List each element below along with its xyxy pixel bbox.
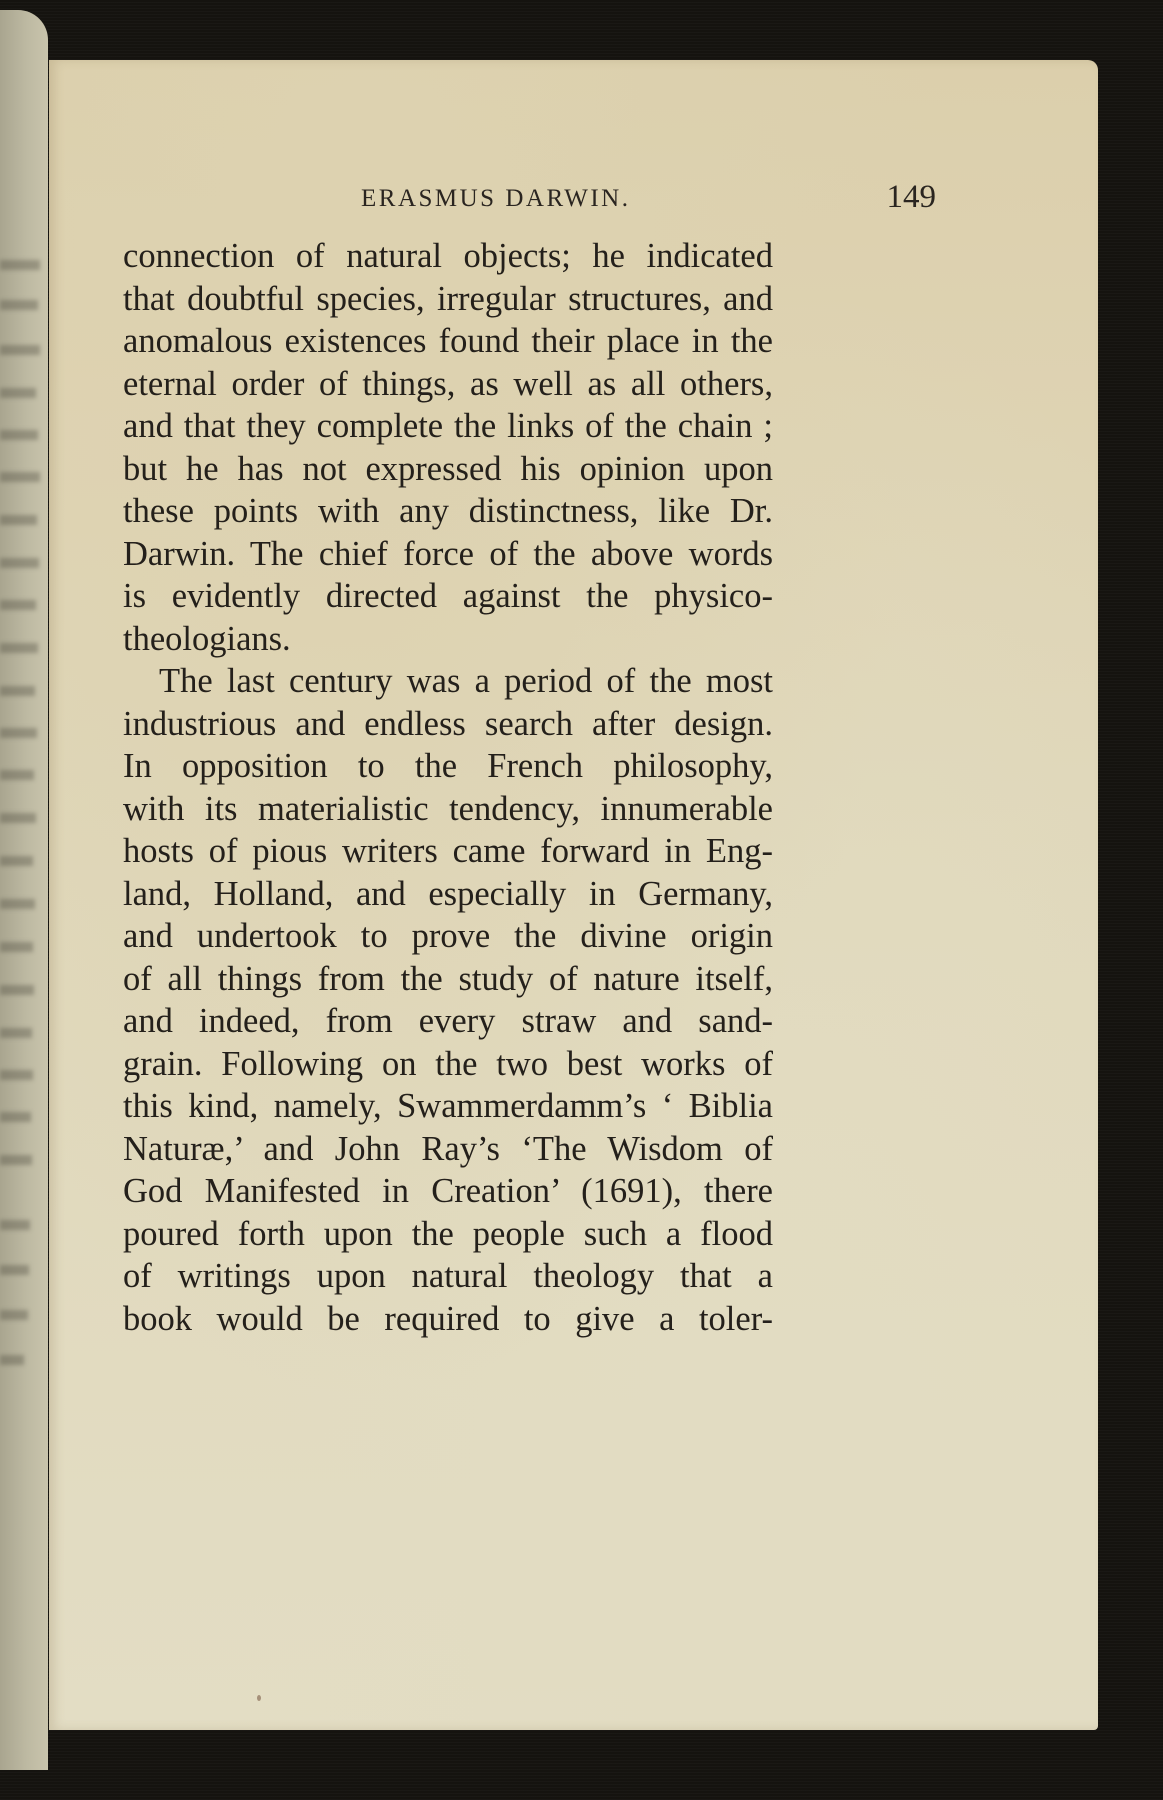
ghost-text-line [0,899,35,909]
text-line: connection of natural objects; he indicated [123,237,773,275]
ghost-text-line [0,1310,28,1320]
ghost-text-line [0,472,40,482]
ghost-text-line [0,558,39,568]
text-line: hosts of pious writers came forward in Eng- [123,832,773,870]
text-line: of all things from the study of nature itself, [123,959,773,998]
ghost-text-line [0,1155,32,1165]
text-line: grain. Following on the two best works of [123,1044,773,1083]
text-line: and that they complete the links of the chain ; [123,407,773,445]
text-line: this kind, namely, Swammerdamm’s ‘ Biblia [123,1087,773,1125]
ghost-text-line [0,770,34,780]
ghost-text-line [0,1070,33,1080]
text-line: with its materialistic tendency, innumerable [123,789,773,828]
text-line: land, Holland, and especially in Germany, [123,874,773,913]
text-line: poured forth upon the people such a flood [123,1214,773,1253]
text-line: anomalous existences found their place in the [123,322,773,360]
ghost-text-line [0,1028,32,1038]
ghost-text-line [0,1112,31,1122]
text-line: these points with any distinctness, like Dr. [123,492,773,530]
ghost-text-line [0,388,36,398]
running-head [49,179,1098,225]
text-line: Darwin. The chief force of the above words [123,534,773,573]
ghost-text-line [0,300,38,310]
text-line: book would be required to give a toler- [123,1299,773,1338]
text-line: but he has not expressed his opinion upon [123,449,773,488]
ghost-text-line [0,345,40,355]
text-line: is evidently directed against the physico- [123,577,773,615]
facing-page-edge [0,10,48,1770]
text-line: theologians. [123,619,291,658]
text-line: God Manifested in Creation’ (1691), there [123,1172,773,1210]
paragraph-2 [123,660,773,1340]
page-number: 149 [886,179,936,215]
body-text [123,235,773,1340]
ghost-text-line [0,260,40,270]
ghost-text-line [0,1265,29,1275]
ghost-text-line [0,430,38,440]
ghost-text-line [0,1355,24,1365]
ghost-text-line [0,856,33,866]
text-line: that doubtful species, irregular structures, and [123,279,773,318]
ghost-text-line [0,686,35,696]
ghost-text-line [0,813,36,823]
text-line: The last century was a period of the most [159,662,773,700]
paragraph-1 [123,235,773,660]
text-line: and indeed, from every straw and sand- [123,1002,773,1040]
ghost-text-line [0,515,37,525]
ghost-text-line [0,985,34,995]
running-title: ERASMUS DARWIN. [361,185,631,212]
text-line: and undertook to prove the divine origin [123,917,773,955]
ghost-text-line [0,942,33,952]
text-line: eternal order of things, as well as all others, [123,364,773,403]
text-line: of writings upon natural theology that a [123,1257,773,1295]
ghost-text-line [0,1220,30,1230]
ghost-text-line [0,643,38,653]
book-page [49,60,1098,1730]
ghost-text-line [0,600,36,610]
ghost-text-line [0,728,37,738]
text-line: industrious and endless search after design. [123,704,773,743]
paper-speck [257,1695,261,1701]
text-line: Naturæ,’ and John Ray’s ‘The Wisdom of [123,1129,773,1168]
text-line: In opposition to the French philosophy, [123,747,773,785]
